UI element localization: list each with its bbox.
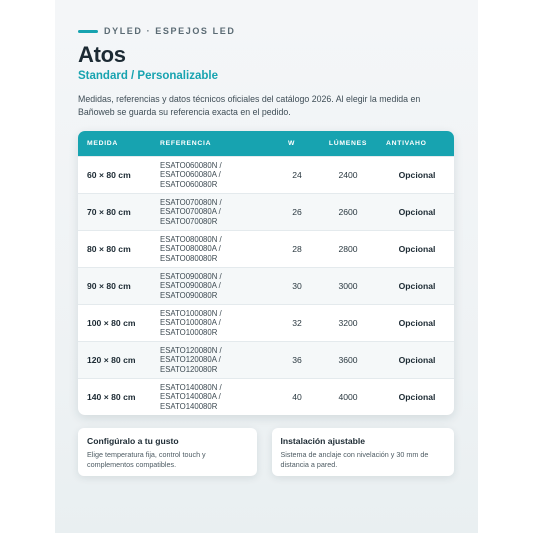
- table-row: [78, 304, 454, 341]
- reference-line: ESATO140080R: [160, 401, 218, 411]
- cell-w: 36: [292, 355, 302, 365]
- cell-antivaho: Opcional: [398, 318, 436, 328]
- reference-line: ESATO060080A /: [160, 170, 221, 180]
- cell-medida: 140 × 80 cm: [87, 392, 136, 402]
- feature-card-title: Configúralo a tu gusto: [87, 436, 179, 446]
- reference-line: ESATO080080N /: [160, 235, 222, 245]
- table-header: [78, 131, 454, 156]
- cell-lumenes: 3600: [338, 355, 358, 365]
- cell-w: 40: [292, 392, 302, 402]
- reference-line: ESATO070080R: [160, 216, 218, 226]
- cell-referencia: [160, 346, 264, 374]
- feature-card-text: Sistema de anclaje con nivelación y 30 mm de distancia a pared.: [280, 450, 429, 469]
- table-row: [78, 156, 454, 193]
- reference-line: ESATO060080R: [160, 179, 218, 189]
- column-header-w: W: [288, 140, 296, 147]
- cell-referencia: [160, 161, 264, 189]
- cell-referencia: [160, 383, 264, 411]
- cell-medida: 120 × 80 cm: [87, 355, 136, 365]
- page-subtitle: Standard / Personalizable: [78, 70, 218, 82]
- reference-line: ESATO120080N /: [160, 346, 222, 356]
- cell-antivaho: Opcional: [398, 244, 436, 254]
- table-row: [78, 378, 454, 415]
- cell-w: 28: [292, 244, 302, 254]
- reference-line: ESATO060080N /: [160, 161, 222, 171]
- cell-lumenes: 2400: [338, 170, 358, 180]
- eyebrow: [78, 26, 235, 36]
- cell-antivaho: Opcional: [398, 355, 436, 365]
- cell-lumenes: 3000: [338, 281, 358, 291]
- column-header-medida: MEDIDA: [87, 140, 119, 147]
- table-row: [78, 193, 454, 230]
- column-header-lumenes: LÚMENES: [328, 140, 368, 147]
- reference-line: ESATO090080A /: [160, 281, 221, 291]
- cell-antivaho: Opcional: [398, 281, 436, 291]
- reference-line: ESATO090080R: [160, 290, 218, 300]
- reference-line: ESATO070080A /: [160, 207, 221, 217]
- page-title: Atos: [78, 42, 126, 67]
- table-row: [78, 267, 454, 304]
- reference-line: ESATO100080R: [160, 327, 218, 337]
- cell-antivaho: Opcional: [398, 207, 436, 217]
- reference-line: ESATO090080N /: [160, 272, 222, 282]
- cell-medida: 70 × 80 cm: [87, 207, 131, 217]
- cell-w: 32: [292, 318, 302, 328]
- brand-eyebrow: DYLED · ESPEJOS LED: [104, 26, 236, 36]
- reference-line: ESATO080080A /: [160, 244, 221, 254]
- cell-referencia: [160, 309, 264, 337]
- cell-w: 26: [292, 207, 302, 217]
- cell-medida: 100 × 80 cm: [87, 318, 136, 328]
- table-body: [78, 156, 454, 415]
- feature-card-text: Elige temperatura fija, control touch y complementos compatibles.: [87, 450, 206, 469]
- column-header-referencia: REFERENCIA: [160, 140, 212, 147]
- reference-line: ESATO070080N /: [160, 198, 222, 208]
- feature-card-installation: [272, 428, 454, 476]
- cell-medida: 80 × 80 cm: [87, 244, 131, 254]
- cell-w: 30: [292, 281, 302, 291]
- column-header-antivaho: ANTIVAHO: [386, 140, 427, 147]
- reference-line: ESATO080080R: [160, 253, 218, 263]
- reference-line: ESATO120080R: [160, 364, 218, 374]
- cell-antivaho: Opcional: [398, 392, 436, 402]
- cell-lumenes: 3200: [338, 318, 358, 328]
- cell-lumenes: 2600: [338, 207, 358, 217]
- cell-w: 24: [292, 170, 302, 180]
- accent-bar: [78, 30, 98, 33]
- cell-medida: 60 × 80 cm: [87, 170, 131, 180]
- feature-card-config: [78, 428, 257, 476]
- cell-referencia: [160, 198, 264, 226]
- cell-lumenes: 4000: [338, 392, 358, 402]
- cell-antivaho: Opcional: [398, 170, 436, 180]
- feature-card-title: Instalación ajustable: [280, 436, 366, 446]
- intro-text: Medidas, referencias y datos técnicos oficiales del catálogo 2026. Al elegir la medida en Bañoweb se guarda su referencia exacta en el pedido.: [78, 94, 421, 117]
- feature-cards: [78, 428, 454, 476]
- reference-line: ESATO120080A /: [160, 355, 221, 365]
- reference-line: ESATO100080A /: [160, 318, 221, 328]
- reference-line: ESATO100080N /: [160, 309, 222, 319]
- table-row: [78, 230, 454, 267]
- cell-medida: 90 × 80 cm: [87, 281, 131, 291]
- cell-lumenes: 2800: [338, 244, 358, 254]
- table-row: [78, 341, 454, 378]
- cell-referencia: [160, 272, 264, 300]
- cell-referencia: [160, 235, 264, 263]
- reference-line: ESATO140080A /: [160, 392, 221, 402]
- spec-table: [78, 131, 454, 415]
- reference-line: ESATO140080N /: [160, 383, 222, 393]
